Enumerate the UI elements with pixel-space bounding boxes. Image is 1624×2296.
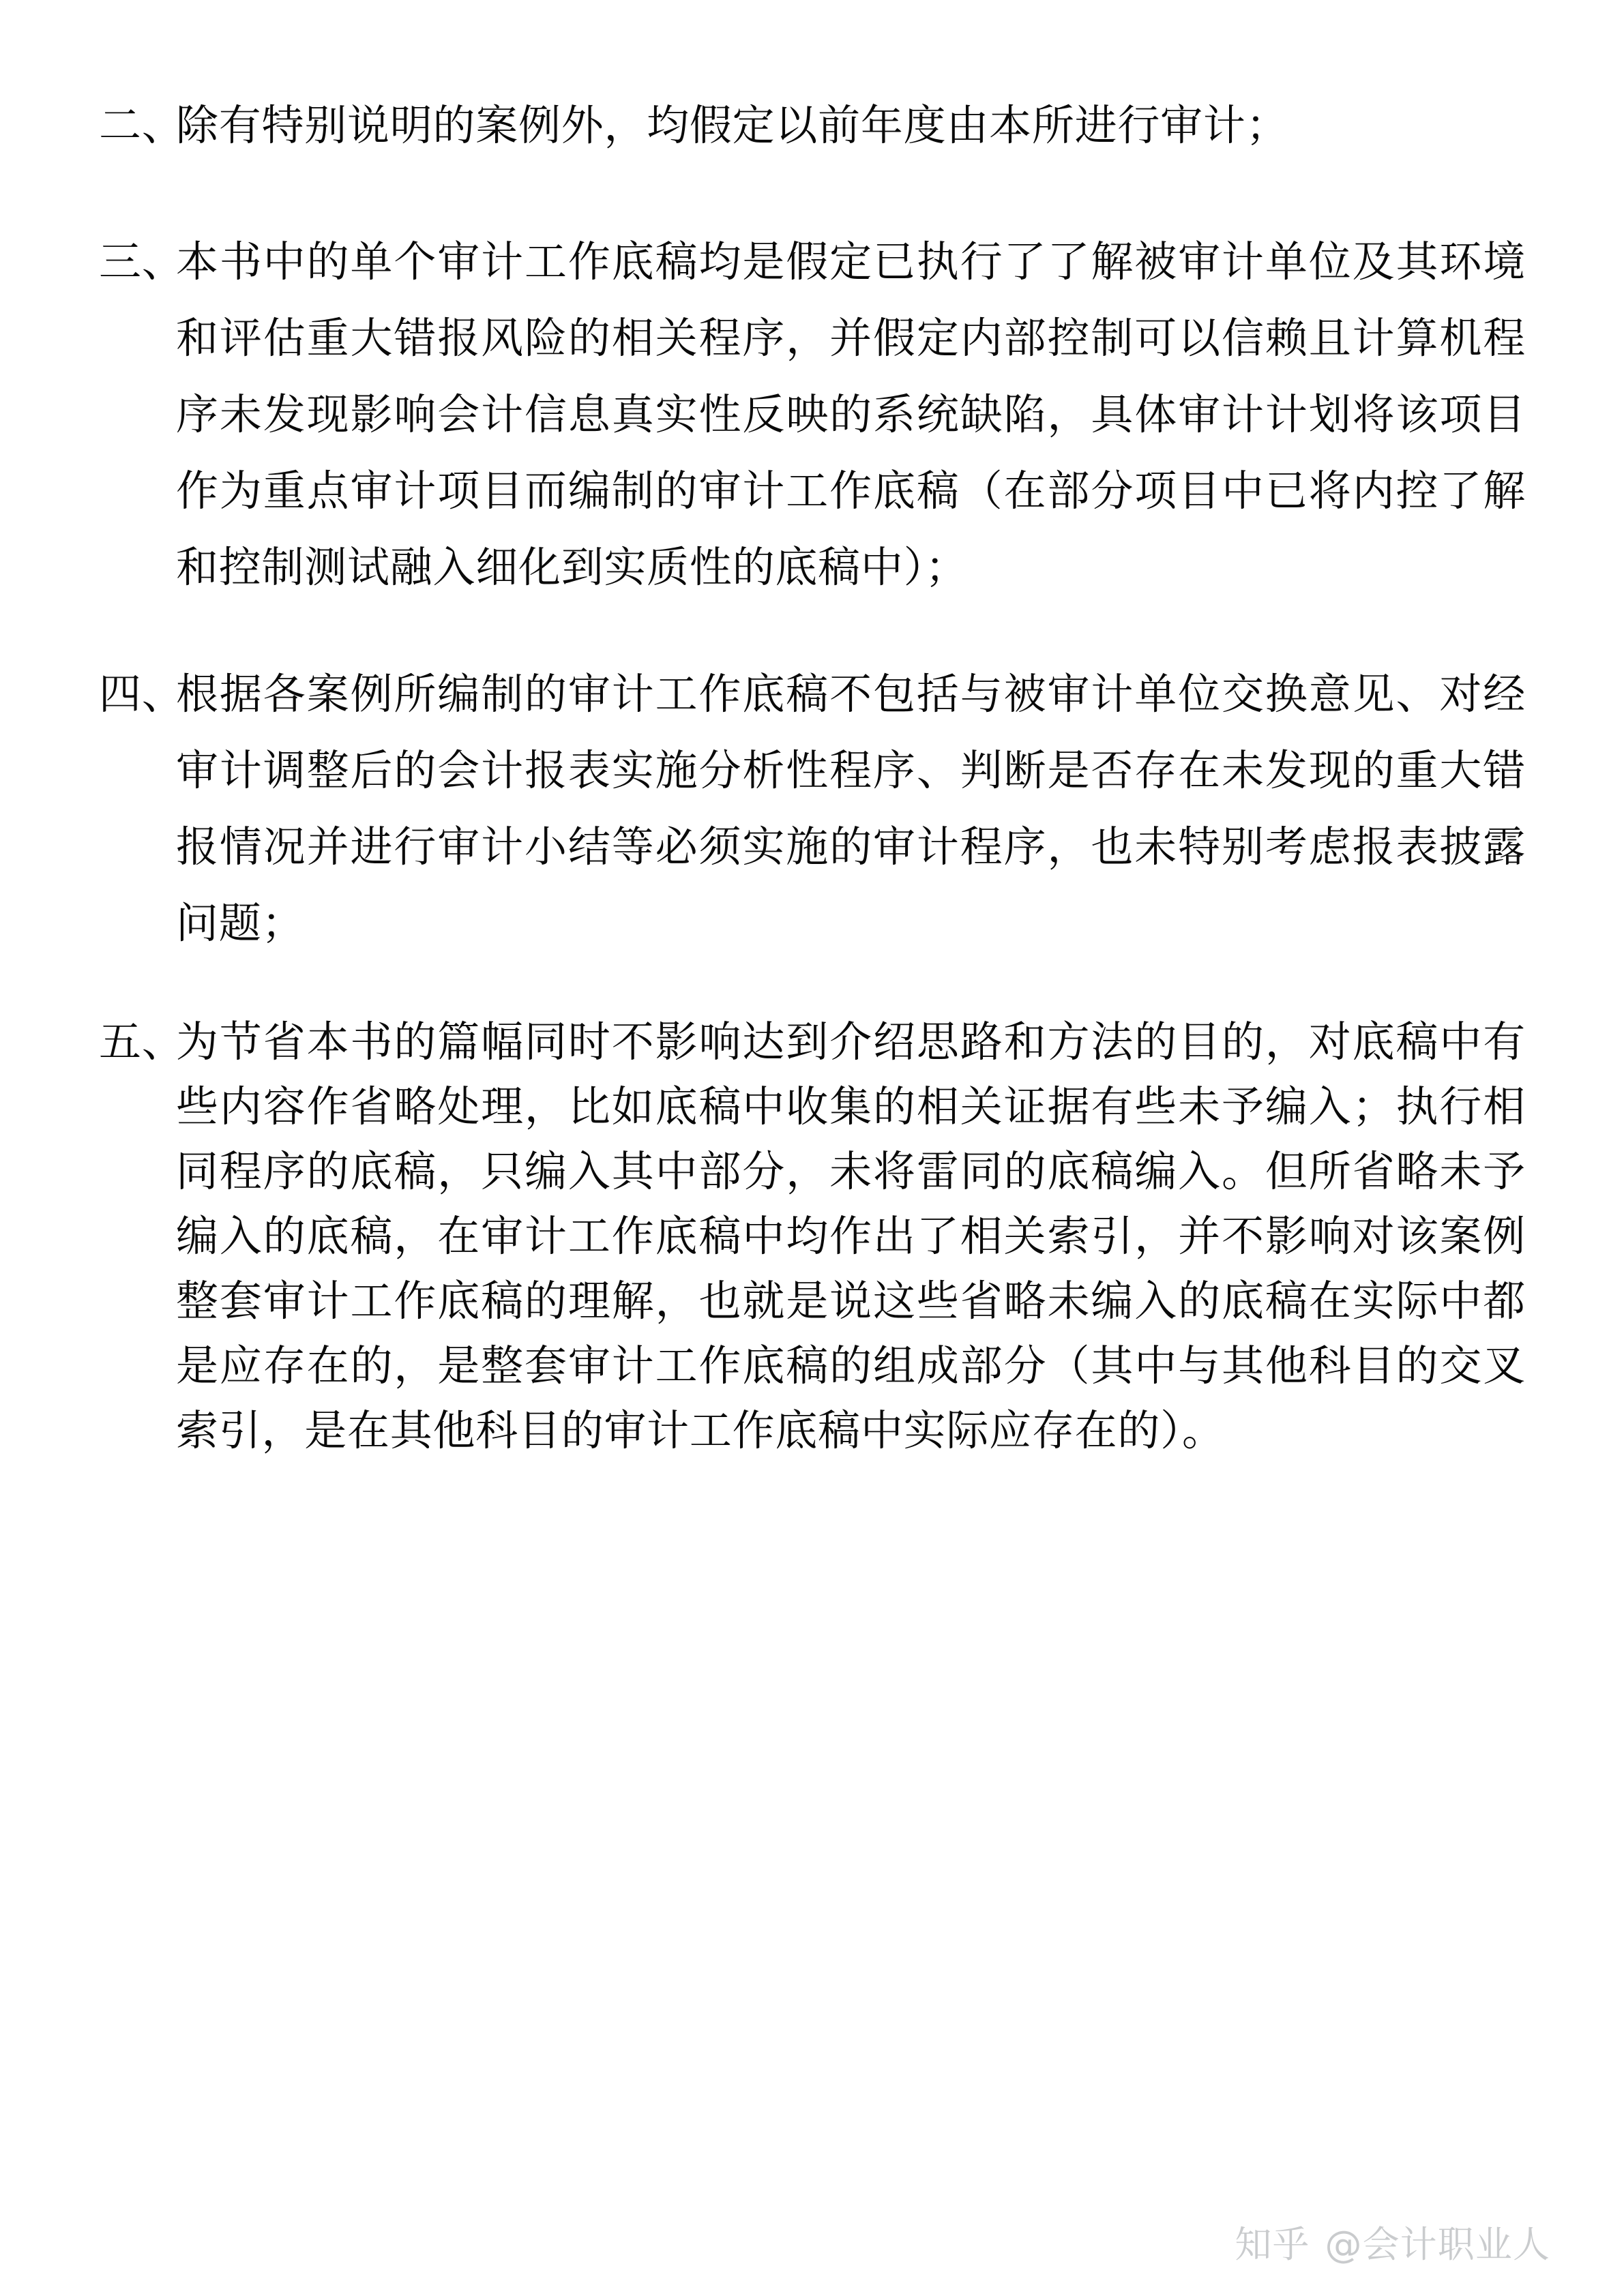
list-item-text: 为节省本书的篇幅同时不影响达到介绍思路和方法的目的，对底稿中有些内容作省略处理，比如底稿中收集的相关证据有些未予编入；执行相同程序的底稿，只编入其中部分，未将雷同的底稿编入。但所省略未予编入的底稿，在审计工作底稿中均作出了相关索引，并不影响对该案例整套审计工作底稿的理解，也就是说这些省略未编入的底稿在实际中都是应存在的，是整套审计工作底稿的组成部分（其中与其他科目的交叉索引，是在其他科目的审计工作底稿中实际应存在的）。	[176, 1017, 1526, 1455]
list-item	[99, 87, 1526, 164]
list-item	[99, 224, 1526, 606]
list-item-text: 根据各案例所编制的审计工作底稿不包括与被审计单位交换意见、对经审计调整后的会计报表实施分析性程序、判断是否存在未发现的重大错报情况并进行审计小结等必须实施的审计程序，也未特别考虑报表披露问题；	[176, 669, 1526, 948]
list-marker: 三、	[99, 237, 185, 286]
list-item-text: 本书中的单个审计工作底稿均是假定已执行了了解被审计单位及其环境和评估重大错报风险的相关程序，并假定内部控制可以信赖且计算机程序未发现影响会计信息真实性反映的系统缺陷，具体审计计划将该项目作为重点审计项目而编制的审计工作底稿（在部分项目中已将内控了解和控制测试融入细化到实质性的底稿中）；	[176, 237, 1526, 592]
list-marker: 二、	[99, 100, 185, 150]
list-marker: 五、	[99, 1017, 185, 1067]
document-body	[99, 87, 1526, 1505]
watermark-brand: 知乎	[1235, 2223, 1310, 2266]
list-item-text: 除有特别说明的案例外，均假定以前年度由本所进行审计；	[176, 100, 1289, 150]
zhihu-watermark	[1235, 2223, 1550, 2266]
list-item	[99, 1009, 1526, 1463]
list-marker: 四、	[99, 669, 185, 719]
list-item	[99, 656, 1526, 961]
watermark-handle: @会计职业人	[1325, 2223, 1550, 2266]
